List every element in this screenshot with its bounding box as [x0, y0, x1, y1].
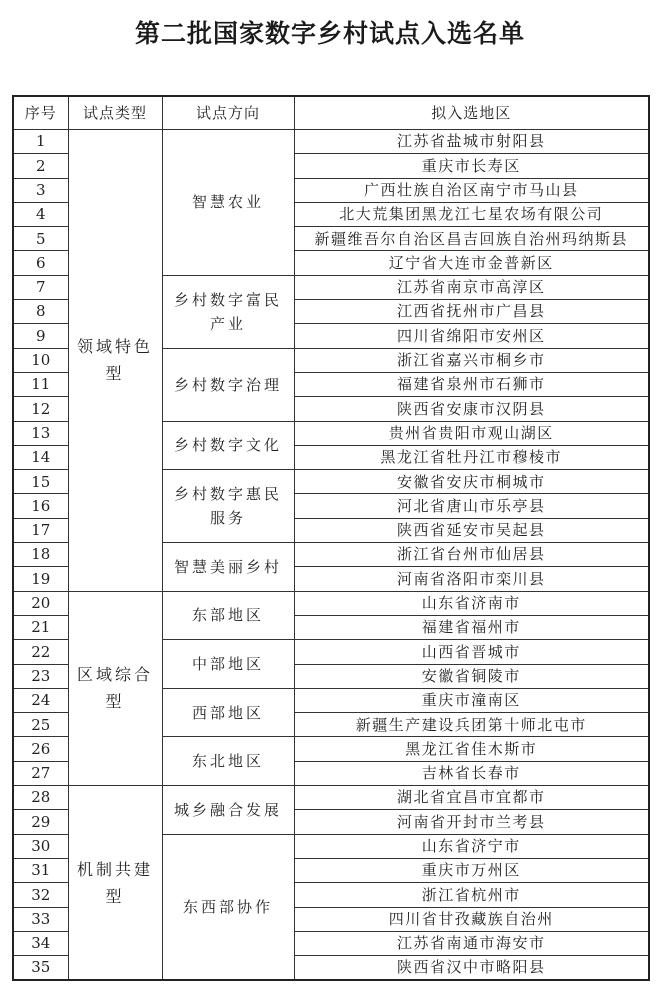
region-cell: 陕西省安康市汉阴县 — [294, 397, 649, 421]
row-index: 23 — [13, 664, 68, 688]
row-index: 24 — [13, 688, 68, 712]
region-cell: 黑龙江省牡丹江市穆棱市 — [294, 445, 649, 469]
row-index: 8 — [13, 300, 68, 324]
row-index: 1 — [13, 130, 68, 154]
row-index: 25 — [13, 713, 68, 737]
row-index: 33 — [13, 907, 68, 931]
header-region: 拟入选地区 — [294, 96, 649, 130]
pilot-direction-cell: 智慧农业 — [162, 130, 294, 276]
row-index: 2 — [13, 154, 68, 178]
region-cell: 重庆市长寿区 — [294, 154, 649, 178]
region-cell: 重庆市潼南区 — [294, 688, 649, 712]
pilot-direction-cell: 东北地区 — [162, 737, 294, 786]
region-cell: 四川省绵阳市安州区 — [294, 324, 649, 348]
region-cell: 安徽省铜陵市 — [294, 664, 649, 688]
row-index: 9 — [13, 324, 68, 348]
table-row — [13, 591, 649, 615]
region-cell: 新疆维吾尔自治区昌吉回族自治州玛纳斯县 — [294, 227, 649, 251]
region-cell: 浙江省嘉兴市桐乡市 — [294, 348, 649, 372]
region-cell: 北大荒集团黑龙江七星农场有限公司 — [294, 202, 649, 226]
table-row — [13, 130, 649, 154]
row-index: 32 — [13, 883, 68, 907]
row-index: 11 — [13, 372, 68, 396]
pilot-direction-cell: 东部地区 — [162, 591, 294, 640]
pilot-direction-cell: 城乡融合发展 — [162, 786, 294, 835]
page-title: 第二批国家数字乡村试点入选名单 — [134, 19, 525, 48]
region-cell: 河南省洛阳市栾川县 — [294, 567, 649, 591]
region-cell: 辽宁省大连市金普新区 — [294, 251, 649, 275]
pilot-direction-cell: 智慧美丽乡村 — [162, 543, 294, 592]
row-index: 30 — [13, 834, 68, 858]
row-index: 7 — [13, 275, 68, 299]
row-index: 29 — [13, 810, 68, 834]
region-cell: 浙江省台州市仙居县 — [294, 543, 649, 567]
region-cell: 江苏省南通市海安市 — [294, 931, 649, 955]
region-cell: 河北省唐山市乐亭县 — [294, 494, 649, 518]
row-index: 21 — [13, 615, 68, 639]
pilot-direction-cell: 乡村数字文化 — [162, 421, 294, 470]
region-cell: 新疆生产建设兵团第十师北屯市 — [294, 713, 649, 737]
table-body — [13, 130, 649, 981]
row-index: 22 — [13, 640, 68, 664]
region-cell: 广西壮族自治区南宁市马山县 — [294, 178, 649, 202]
row-index: 12 — [13, 397, 68, 421]
row-index: 13 — [13, 421, 68, 445]
row-index: 26 — [13, 737, 68, 761]
row-index: 28 — [13, 786, 68, 810]
row-index: 16 — [13, 494, 68, 518]
row-index: 14 — [13, 445, 68, 469]
table-header-row — [13, 96, 649, 130]
row-index: 18 — [13, 543, 68, 567]
region-cell: 河南省开封市兰考县 — [294, 810, 649, 834]
region-cell: 江苏省盐城市射阳县 — [294, 130, 649, 154]
pilot-list-table — [12, 95, 650, 981]
region-cell: 黑龙江省佳木斯市 — [294, 737, 649, 761]
region-cell: 安徽省安庆市桐城市 — [294, 470, 649, 494]
region-cell: 山东省济宁市 — [294, 834, 649, 858]
region-cell: 山西省晋城市 — [294, 640, 649, 664]
region-cell: 吉林省长春市 — [294, 761, 649, 785]
row-index: 17 — [13, 518, 68, 542]
row-index: 3 — [13, 178, 68, 202]
region-cell: 湖北省宜昌市宜都市 — [294, 786, 649, 810]
region-cell: 福建省泉州市石狮市 — [294, 372, 649, 396]
region-cell: 陕西省汉中市略阳县 — [294, 956, 649, 981]
pilot-direction-cell: 乡村数字惠民服务 — [162, 470, 294, 543]
region-cell: 山东省济南市 — [294, 591, 649, 615]
region-cell: 江西省抚州市广昌县 — [294, 300, 649, 324]
row-index: 5 — [13, 227, 68, 251]
pilot-direction-cell: 东西部协作 — [162, 834, 294, 980]
row-index: 31 — [13, 858, 68, 882]
pilot-type-cell: 机制共建型 — [68, 786, 162, 981]
pilot-direction-cell: 西部地区 — [162, 688, 294, 737]
pilot-direction-cell: 乡村数字富民产业 — [162, 275, 294, 348]
row-index: 15 — [13, 470, 68, 494]
row-index: 27 — [13, 761, 68, 785]
pilot-direction-cell: 乡村数字治理 — [162, 348, 294, 421]
pilot-type-cell: 区域综合型 — [68, 591, 162, 785]
region-cell: 重庆市万州区 — [294, 858, 649, 882]
region-cell: 福建省福州市 — [294, 615, 649, 639]
region-cell: 陕西省延安市吴起县 — [294, 518, 649, 542]
header-pilot-type: 试点类型 — [68, 96, 162, 130]
pilot-direction-cell: 中部地区 — [162, 640, 294, 689]
header-pilot-direction: 试点方向 — [162, 96, 294, 130]
region-cell: 贵州省贵阳市观山湖区 — [294, 421, 649, 445]
row-index: 35 — [13, 956, 68, 981]
row-index: 34 — [13, 931, 68, 955]
pilot-type-cell: 领域特色型 — [68, 130, 162, 592]
row-index: 4 — [13, 202, 68, 226]
region-cell: 浙江省杭州市 — [294, 883, 649, 907]
row-index: 10 — [13, 348, 68, 372]
row-index: 20 — [13, 591, 68, 615]
row-index: 19 — [13, 567, 68, 591]
header-index: 序号 — [13, 96, 68, 130]
row-index: 6 — [13, 251, 68, 275]
region-cell: 江苏省南京市高淳区 — [294, 275, 649, 299]
table-row — [13, 786, 649, 810]
region-cell: 四川省甘孜藏族自治州 — [294, 907, 649, 931]
